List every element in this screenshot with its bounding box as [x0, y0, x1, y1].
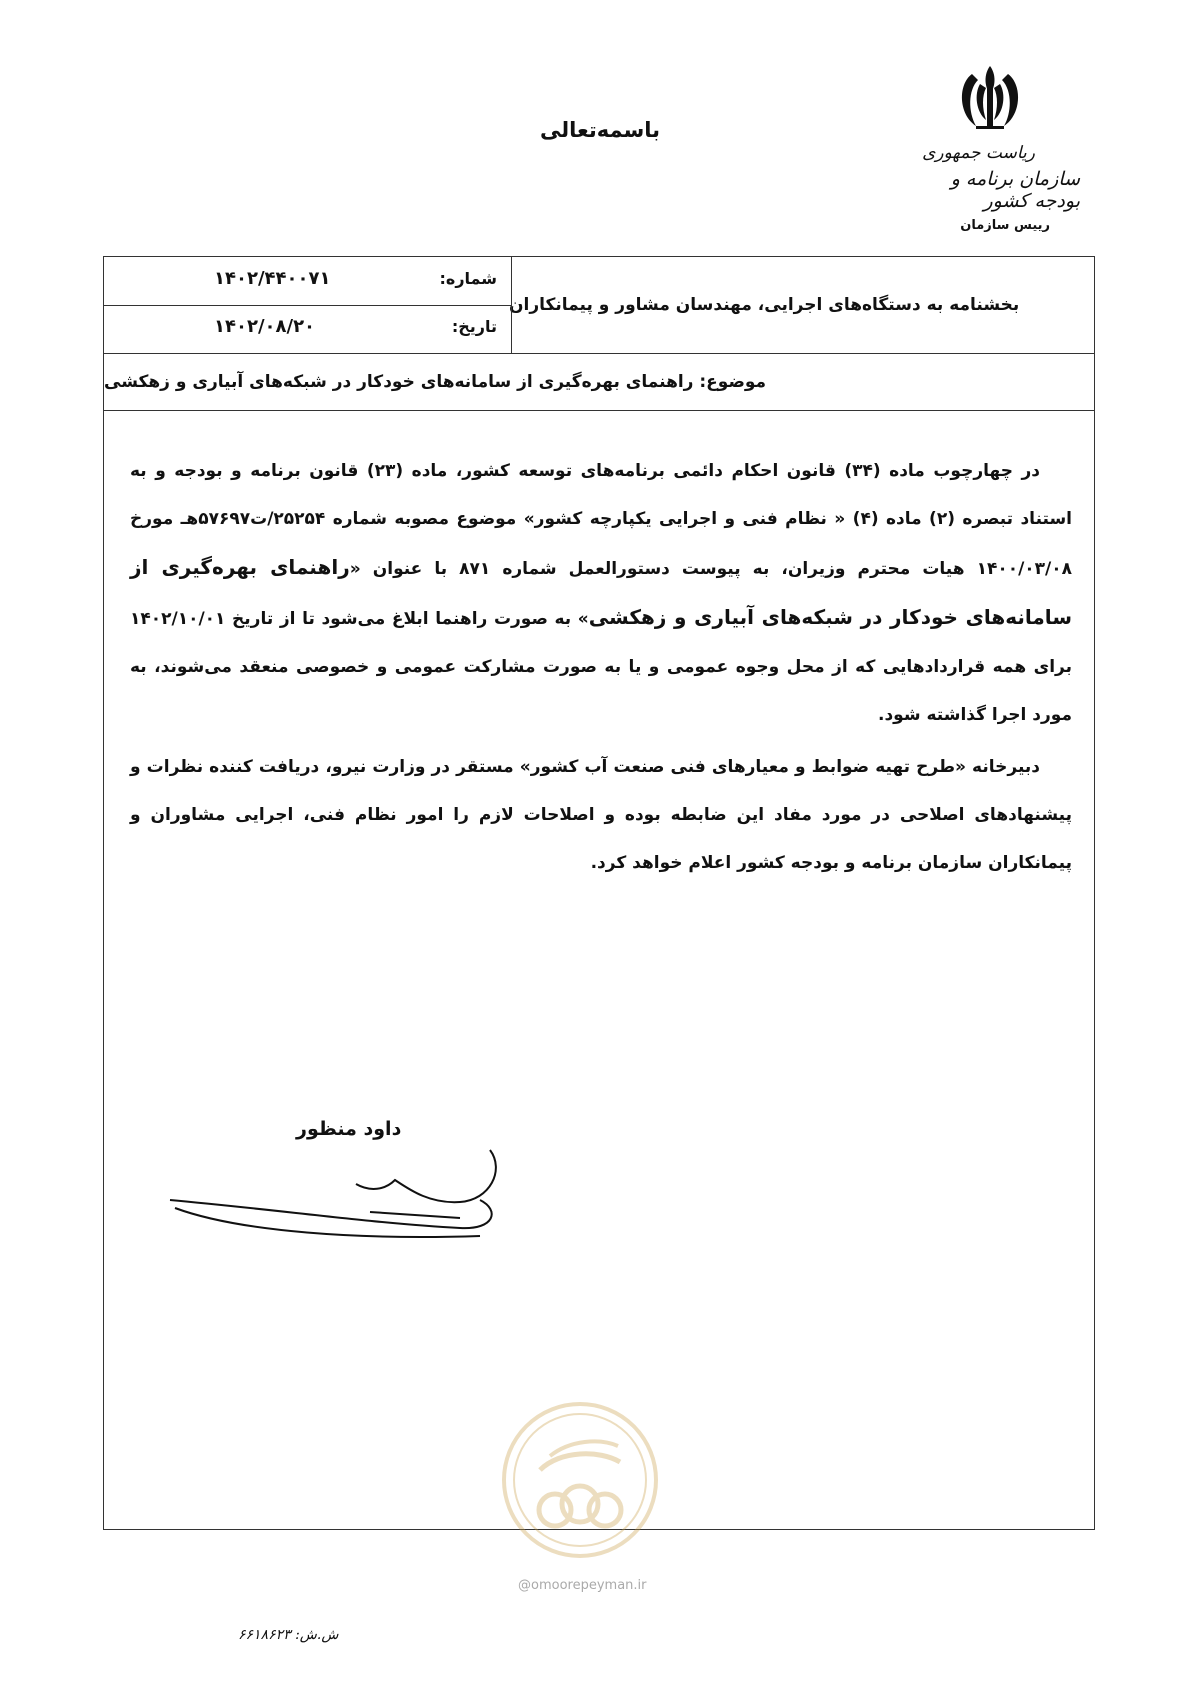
- footer-code: ش.ش: ۶۶۱۸۶۲۳: [238, 1627, 339, 1643]
- letter-body: [130, 447, 1072, 891]
- date-label: تاریخ:: [451, 317, 497, 336]
- signatory-name: داود منظور: [296, 1118, 402, 1140]
- letter-header-row: [104, 257, 1094, 354]
- number-label: شماره:: [439, 269, 497, 288]
- date-value: ۱۴۰۲/۰۸/۲۰: [214, 316, 316, 337]
- iran-emblem-icon: [950, 60, 1030, 140]
- addressee: بخشنامه به دستگاه‌های اجرایی، مهندسان مشاور و پیمانکاران: [509, 295, 1020, 315]
- p1-text-end: » به صورت راهنما ابلاغ می‌شود تا از تاریخ ۱۴۰۲/۱۰/۰۱ برای همه قراردادهایی که از محل وجوه عمومی و یا به صورت مشارکت عمومی و خصوصی منعقد می‌شوند، به مورد اجرا گذاشته شود.: [130, 609, 1072, 725]
- handwritten-signature: [160, 1140, 520, 1240]
- body-paragraph-2: دبیرخانه «طرح تهیه ضوابط و معیارهای فنی صنعت آب کشور» مستقر در وزارت نیرو، دریافت کننده نظرات و پیشنهادهای اصلاحی در مورد مفاد این ضابطه بوده و اصلاحات لازم را امور نظام فنی، اجرایی مشاوران و پیمانکاران سازمان برنامه و بودجه کشور اعلام خواهد کرد.: [130, 757, 1072, 873]
- bismillah-heading: باسمه‌تعالی: [540, 118, 660, 142]
- number-value: ۱۴۰۲/۴۴۰۰۷۱: [214, 268, 331, 289]
- org-line-1: ریاست جمهوری: [922, 143, 1035, 163]
- date-row: [104, 305, 511, 353]
- letter-meta-box: [104, 257, 512, 353]
- watermark-url: @omoorepeyman.ir: [518, 1578, 647, 1593]
- body-paragraph-1: [130, 447, 1072, 739]
- subject-line: موضوع: راهنمای بهره‌گیری از سامانه‌های خودکار در شبکه‌های آبیاری و زهکشی: [104, 353, 1094, 411]
- organization-header: [905, 60, 1080, 245]
- number-row: [104, 257, 511, 306]
- org-line-2: سازمان برنامه و بودجه کشور: [950, 168, 1080, 212]
- role-title: رییس سازمان: [960, 218, 1050, 233]
- p1-guideline-title: راهنمای بهره‌گیری از سامانه‌های خودکار در شبکه‌های آبیاری و زهکشی: [130, 555, 1072, 629]
- letter-frame: [103, 256, 1095, 1530]
- watermark-stamp: [500, 1400, 660, 1560]
- p1-text-start: در چهارچوب ماده (۳۴) قانون احکام دائمی برنامه‌های توسعه کشور، ماده (۲۳) قانون برنامه و بودجه و به استناد تبصره (۲) ماده (۴) « نظام فنی و اجرایی یکپارچه کشور» موضوع مصوبه شماره ۲۵۲۵۴/ت۵۷۶۹۷هـ مورخ ۱۴۰۰/۰۳/۰۸ هیات محترم وزیران، به پیوست دستورالعمل شماره ۸۷۱ با عنوان «: [130, 461, 1072, 579]
